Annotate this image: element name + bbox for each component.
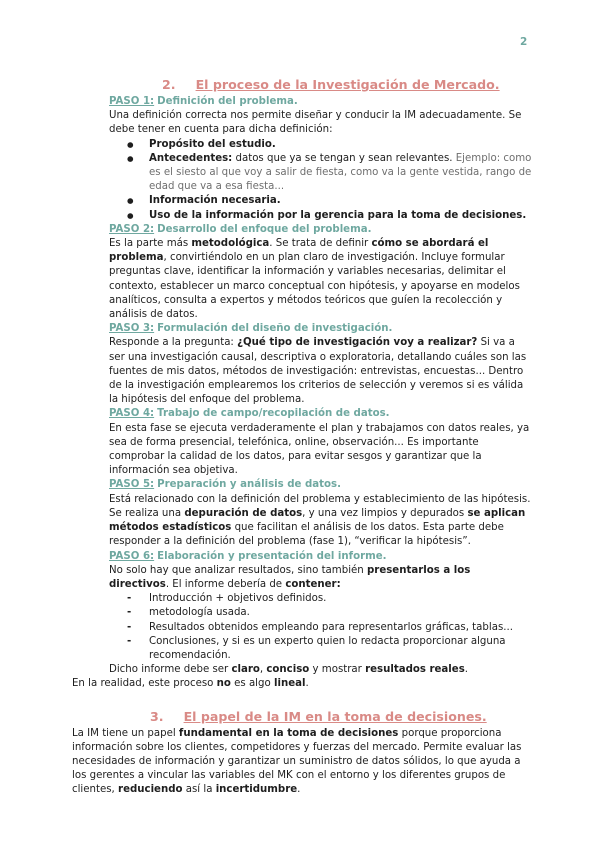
paso-5-heading bbox=[109, 478, 532, 492]
list-item: - Resultados obtenidos empleando para representarlos gráficas, tablas... bbox=[149, 621, 532, 635]
document-body bbox=[72, 76, 532, 798]
paso-6-title: Elaboración y presentación del informe. bbox=[157, 550, 387, 562]
paso-1-title: Definición del problema. bbox=[157, 96, 298, 107]
bullet-antecedentes: ● Antecedentes: datos que ya se tengan y sean relevantes. Ejemplo: como es el siesto al que voy a salir de fiesta, como va la gente vestida, rango de edad que va a esa fiesta... bbox=[149, 152, 532, 195]
informe-contents-list bbox=[72, 592, 532, 663]
section-3-text: La IM tiene un papel fundamental en la toma de decisiones porque proporciona información sobre los clientes, competidores y fuerzas del mercado. Permite evaluar las necesidades de información y garantizar un suministro de datos sólidos, lo que ayuda a los gerentes a vincular las variables del MK con el entorno y los diferentes grupos de clientes, reduciendo así la incertidumbre. bbox=[72, 727, 522, 796]
paso-3-heading bbox=[109, 322, 532, 336]
paso-5-text: Está relacionado con la definición del problema y establecimiento de las hipótesis. Se realiza una depuración de datos, y una vez limpios y depurados se aplican métodos estadísticos que facilitan el análisis de los datos. Esta parte debe responder a la definición del problema (fase 1), “verificar la hipótesis”. bbox=[109, 493, 531, 548]
paso-2-label: PASO 2: bbox=[109, 223, 155, 235]
paso-1-intro: Una definición correcta nos permite diseñar y conducir la IM adecuadamente. Se debe tener en cuenta para dicha definición: bbox=[109, 110, 522, 136]
paso-2-title: Desarrollo del enfoque del problema. bbox=[157, 223, 372, 235]
paso-1-label: PASO 1: bbox=[109, 96, 155, 107]
informe-conclusion: Dicho informe debe ser claro, conciso y mostrar resultados reales. bbox=[109, 664, 469, 676]
paso-5-label: PASO 5: bbox=[109, 479, 155, 491]
bullet-informacion: ● Información necesaria. bbox=[149, 194, 532, 208]
paso-1-bullets bbox=[72, 138, 532, 223]
paso-6-heading bbox=[109, 550, 532, 564]
section-2-number: 2. bbox=[162, 77, 176, 92]
paso-2-heading bbox=[109, 223, 532, 237]
paso-6-label: PASO 6: bbox=[109, 550, 155, 562]
paso-3-label: PASO 3: bbox=[109, 323, 155, 335]
section-2-heading bbox=[72, 76, 532, 93]
section-3-heading bbox=[72, 708, 532, 725]
paso-1-heading bbox=[109, 95, 532, 109]
bullet-uso: ● Uso de la información por la gerencia para la toma de decisiones. bbox=[149, 209, 532, 223]
list-item: - metodología usada. bbox=[149, 606, 532, 620]
paso-5-title: Preparación y análisis de datos. bbox=[157, 479, 341, 491]
paso-3-text: Responde a la pregunta: ¿Qué tipo de investigación voy a realizar? Si va a ser una investigación causal, descriptiva o exploratoria, detallando cuáles son las fuentes de mis datos, métodos de investigación: entrevistas, encuestas... Dentro de la investigación emplearemos los criterios de selección y veremos si es válida la hipótesis del enfoque del problema. bbox=[109, 337, 527, 406]
paso-4-label: PASO 4: bbox=[109, 408, 155, 420]
bullet-proposito: ● Propósito del estudio. bbox=[149, 138, 532, 152]
section-2-title: El proceso de la Investigación de Mercado. bbox=[195, 77, 500, 92]
paso-6-text: No solo hay que analizar resultados, sino también presentarlos a los directivos. El informe debería de contener: bbox=[109, 564, 471, 590]
paso-4-title: Trabajo de campo/recopilación de datos. bbox=[157, 408, 390, 420]
list-item: - Introducción + objetivos definidos. bbox=[149, 592, 532, 606]
paso-3-title: Formulación del diseño de investigación. bbox=[157, 323, 393, 335]
antecedentes-example: Ejemplo: como es el siesto al que voy a salir de fiesta, como va la gente vestida, rango de edad que va a esa fiesta... bbox=[149, 152, 532, 193]
paso-4-heading bbox=[109, 407, 532, 421]
list-item: - Conclusiones, y si es un experto quien lo redacta proporcionar alguna recomendación. bbox=[149, 635, 532, 663]
paso-4-text: En esta fase se ejecuta verdaderamente el plan y trabajamos con datos reales, ya sea de forma presencial, telefónica, online, observación... Es importante comprobar la calidad de los datos, para evitar sesgos y garantizar que la información sea objetiva. bbox=[109, 422, 530, 477]
section-3-title: El papel de la IM en la toma de decisiones. bbox=[183, 708, 487, 724]
process-closing: En la realidad, este proceso no es algo lineal. bbox=[72, 678, 309, 690]
paso-2-text: Es la parte más metodológica. Se trata de definir cómo se abordará el problema, convirtiéndolo en un plan claro de investigación. Incluye formular preguntas clave, identificar la información y variables necesarias, delimitar el contexto, establecer un marco conceptual con hipótesis, y apoyarse en modelos analíticos, consulta a expertos y métodos teóricos que guíen la recolección y análisis de datos. bbox=[109, 238, 520, 321]
section-3-number: 3. bbox=[150, 708, 164, 724]
page-number: 2 bbox=[520, 36, 528, 48]
